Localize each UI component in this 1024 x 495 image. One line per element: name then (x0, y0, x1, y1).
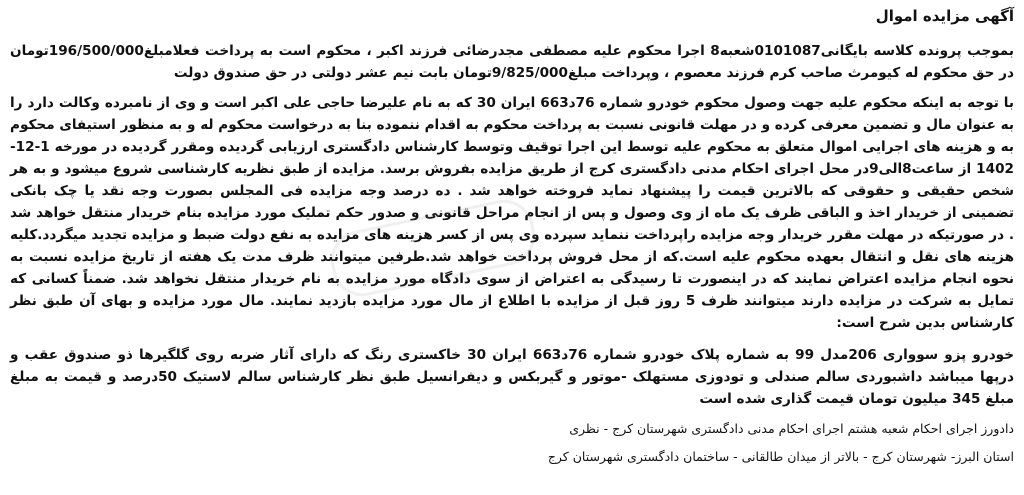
auction-terms-paragraph: با توجه به اینکه محکوم علیه جهت وصول محکوم خودرو شماره 76د663 ایران 30 که به نام علیرضا حاجی علی اکبر است و وی از نامبرده وکالت دارد را به عنوان مال و تضمین معرفی کرده و در مهلت قانونی نسبت به پرداخت محکوم به اقدام ننموده بنا به درخواست محکوم له و به منظور استیفای محکوم به و هزینه های اجرایی اموال متعلق به محکوم علیه توسط این اجرا توقیف وتوسط کارشناس دادگستری ارزیابی گردیده ومقرر گردیده در مورخه 1-12-1402 از ساعت8الی9در محل اجرای احکام مدنی دادگستری کرج از طریق مزایده بفروش برسد. مزایده از طبق نظریه کارشناسی شروع میشود و به هر شخص حقیقی و حقوقی که بالاترین قیمت را پیشنهاد نماید فروخته خواهد شد . ده درصد وجه مزایده فی المجلس بصورت وجه نقد یا چک بانکی تضمینی از خریدار اخذ و الباقی ظرف یک ماه از وی وصول و پس از انجام مراحل قانونی و صدور حکم تملیک مورد مزایده بنام خریدار منتقل خواهد شد . در صورتیکه در مهلت مقرر خریدار وجه مزایده راپرداخت ننماید سپرده وی پس از کسر هزینه های مزایده به نفع دولت ضبط و مزایده تجدید میگردد.کلیه هزینه های نقل و انتقال بعهده محکوم علیه است.که از محل فروش پرداخت خواهد شد.طرفین میتوانند ظرف مدت یک هفته از تاریخ مزایده نسبت به نحوه انجام مزایده اعتراض نمایند که در اینصورت تا رسیدگی به اعتراض از سوی دادگاه مورد مزایده به نام خریدار منتقل نخواهد شد. ضمناً کسانی که تمایل به شرکت در مزایده دارند میتوانند ظرف 5 روز قبل از مزایده با اطلاع از مال مورد مزایده بازدید نمایند. مال مورد مزایده و بهای آن طبق نظر کارشناس بدین شرح است: (10, 95, 1015, 331)
court-address: استان البرز- شهرستان کرج - بالاتر از میدان طالقانی - ساختمان دادگستری شهرستان کرج (547, 449, 1014, 464)
vehicle-description-paragraph: خودرو پزو سوواری 206مدل 99 به شماره پلاک خودرو شماره 76د663 ایران 30 خاکستری رنگ که دارای آثار ضربه روی گلگیرها ذو صندوق عقب و درپها میباشد داشبوردی سالم صندلی و تودوزی مستهلک -موتور و گیربکس و دیفرانسیل طبق نظر کارشناس سالم لاستیک 50درصد و قیمت به مبلغ مبلغ 345 میلیون تومان قیمت گذاری شده است (10, 347, 1015, 407)
officer-signature: دادورز اجرای احکام شعبه هشتم اجرای احکام مدنی دادگستری شهرستان کرج - نظری (569, 421, 1014, 436)
notice-title: آگهی مزایده اموال (875, 7, 1014, 25)
case-paragraph: بموجب پرونده کلاسه بایگانی0101087شعبه8 اجرا محکوم علیه مصطفی مجدرضائی فرزند اکبر ، محکوم است به پرداخت فعلامبلغ196/500/000تومان در حق محکوم له کیومرث صاحب کرم فرزند معصوم ، وپرداخت مبلغ9/825/000تومان بابت نیم عشر دولتی در حق صندوق دولت (10, 43, 1014, 81)
